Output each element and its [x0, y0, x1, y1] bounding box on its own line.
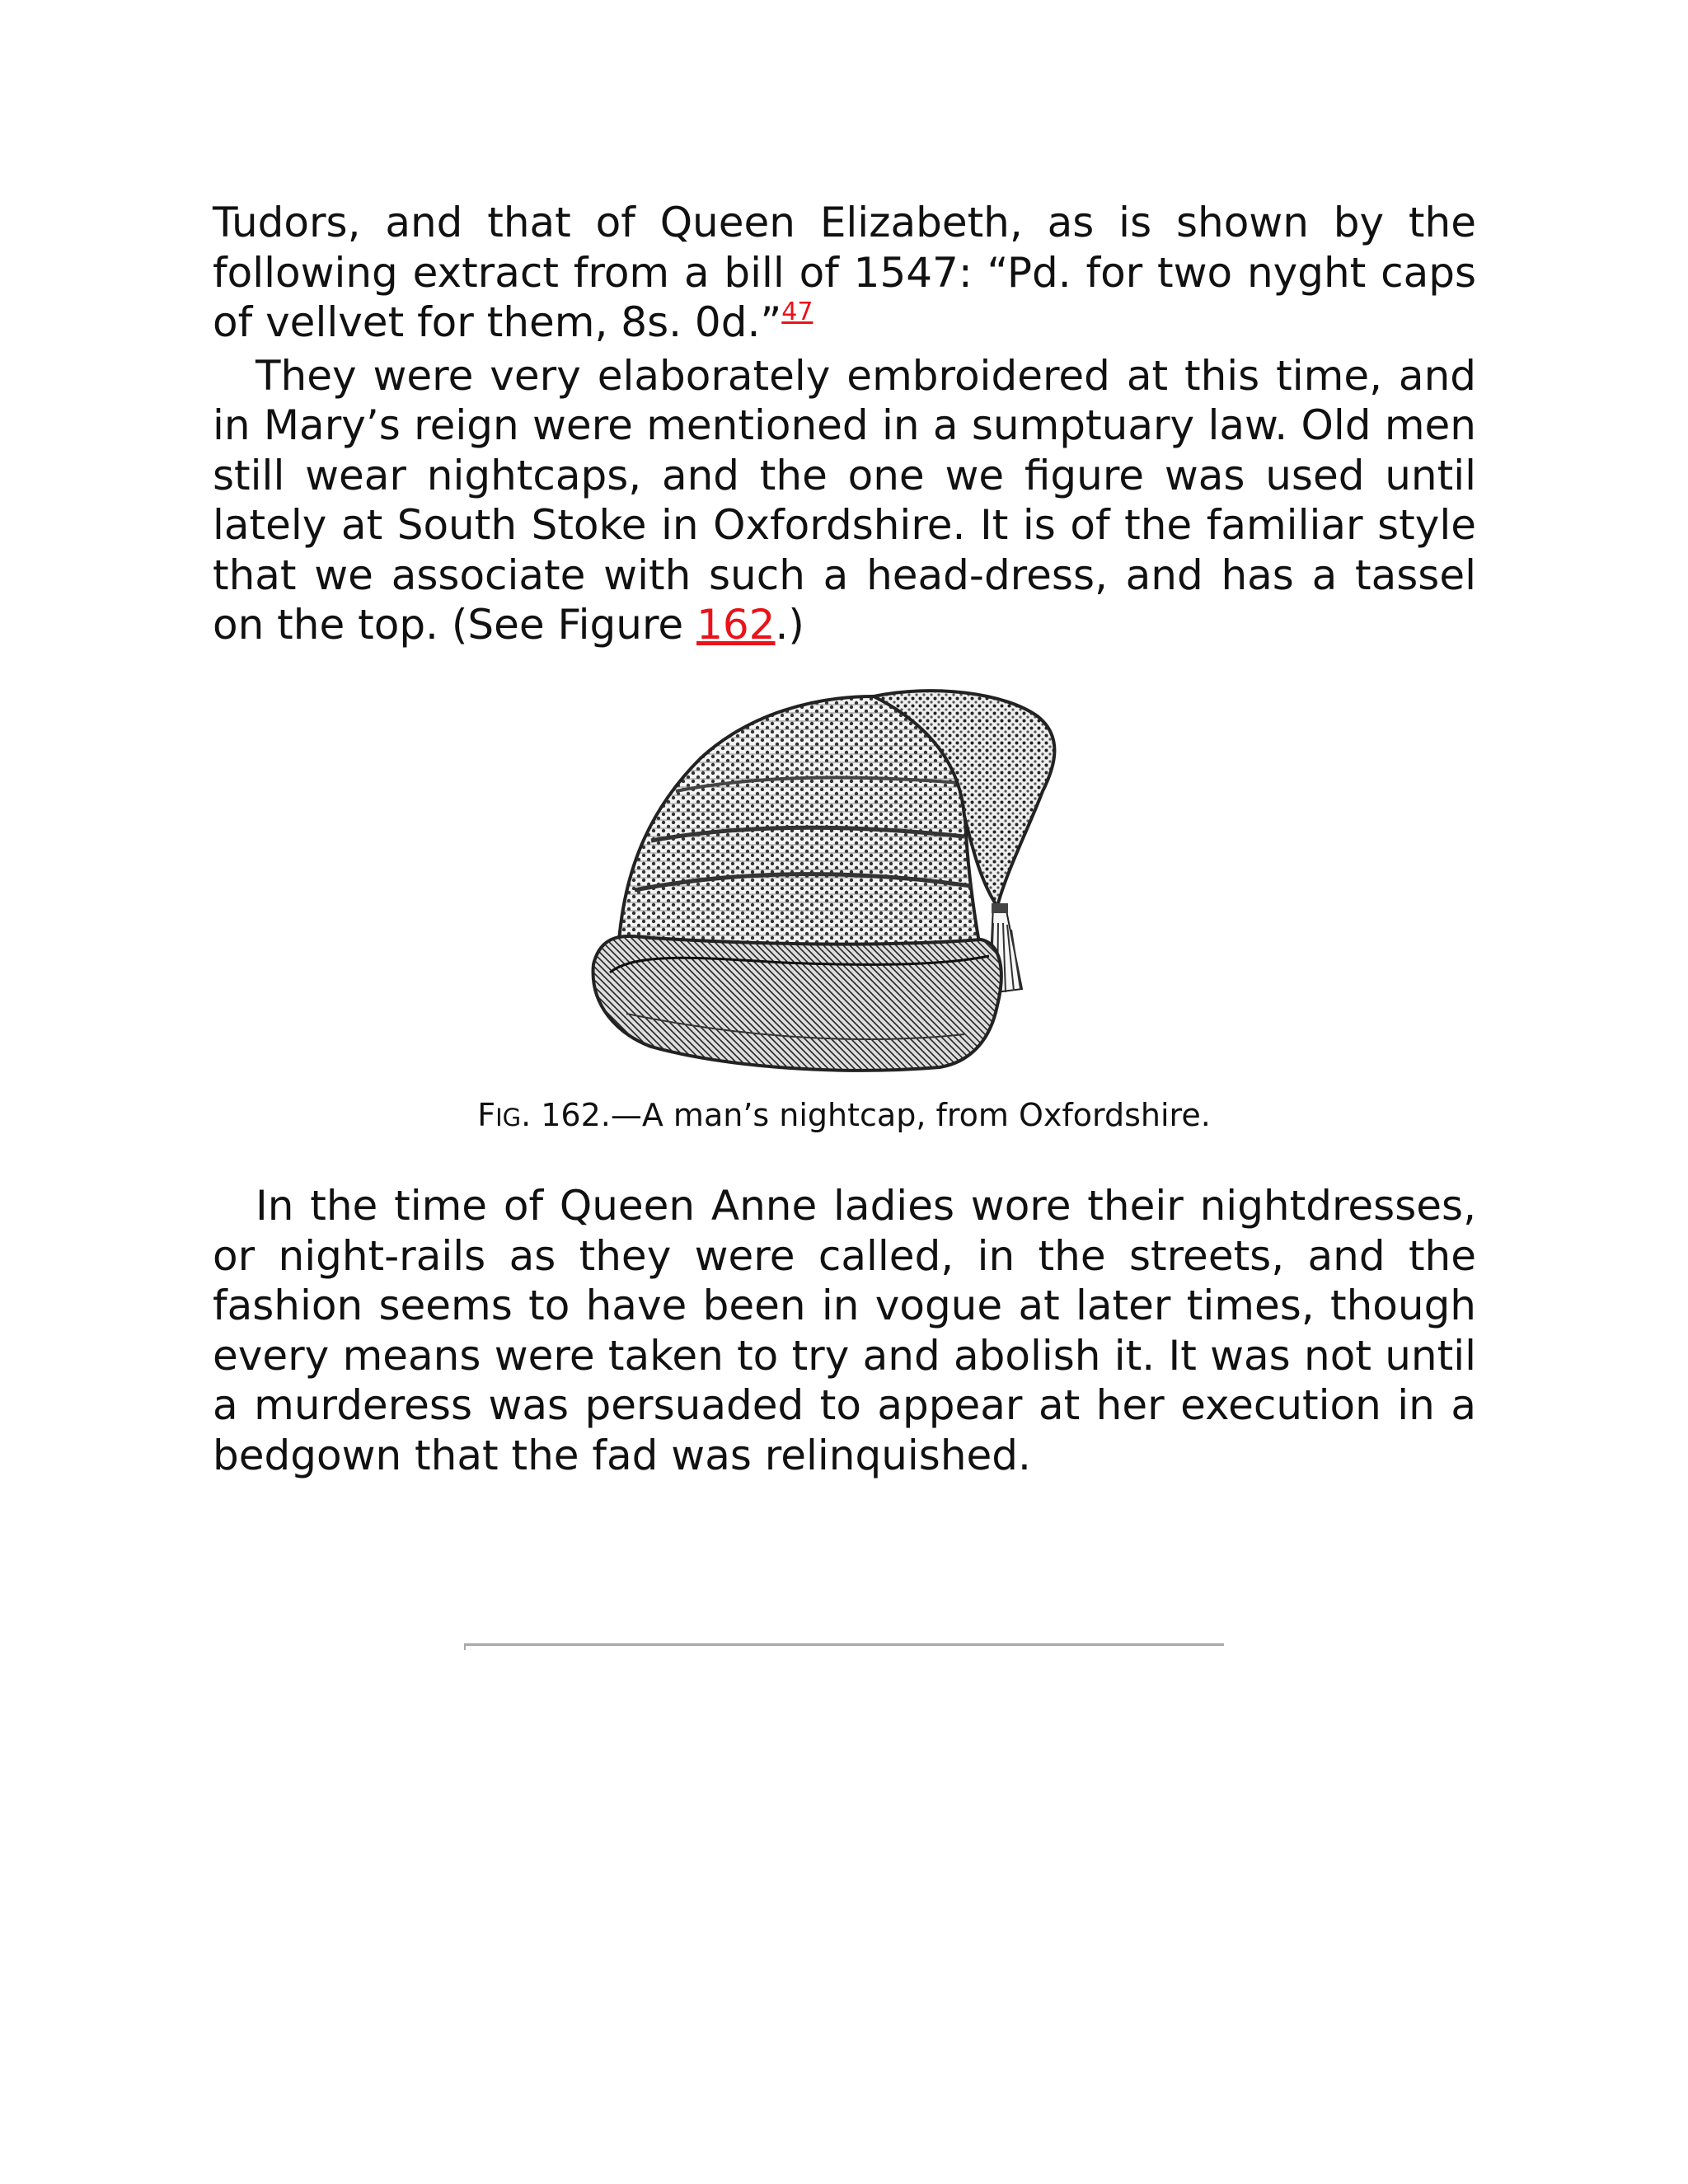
paragraph-1-text: Tudors, and that of Queen Elizabeth, as is shown by the following extract from a bill of 1547: “Pd. for two nyght caps of vellvet for them, 8s. 0d.”: [213, 199, 1476, 346]
caption-text: . 162.—A man’s nightcap, from Oxfordshire.: [521, 1097, 1211, 1133]
page-divider: [464, 1643, 1224, 1646]
paragraph-2: [213, 351, 1476, 650]
paragraph-2-end: .): [775, 601, 804, 649]
paragraph-3-text: In the time of Queen Anne ladies wore their nightdresses, or night-rails as they were called, in the streets, and the fashion seems to have been in vogue at later times, though every means were taken to try and abolish it. It was not until a murderess was persuaded to appear at her execution in a bedgown that the fad was relinquished.: [213, 1182, 1476, 1479]
figure-link-162[interactable]: 162: [696, 601, 776, 649]
paragraph-3: [213, 1181, 1476, 1480]
paragraph-1: [213, 198, 1476, 348]
page-body: [213, 198, 1476, 654]
paragraph-2-text: They were very elaborately embroidered at this time, and in Mary’s reign were mentioned in a sumptuary law. Old men still wear nightcaps, and the one we figure was used until lately at South Stoke in Oxfordshire. It is of the familiar style that we associate with such a head-dress, and has a tassel on the top. (See Figure: [213, 351, 1476, 649]
caption-prefix-big: F: [477, 1097, 496, 1133]
page-divider-tick: [464, 1643, 466, 1650]
footnote-link-47[interactable]: 47: [781, 298, 814, 326]
page-body-2: [213, 1181, 1476, 1483]
nightcap-illustration: [577, 659, 1113, 1088]
caption-prefix-small: IG: [495, 1104, 522, 1132]
cap-brim-shape: [593, 936, 1001, 1071]
figure-caption: [0, 1096, 1688, 1137]
